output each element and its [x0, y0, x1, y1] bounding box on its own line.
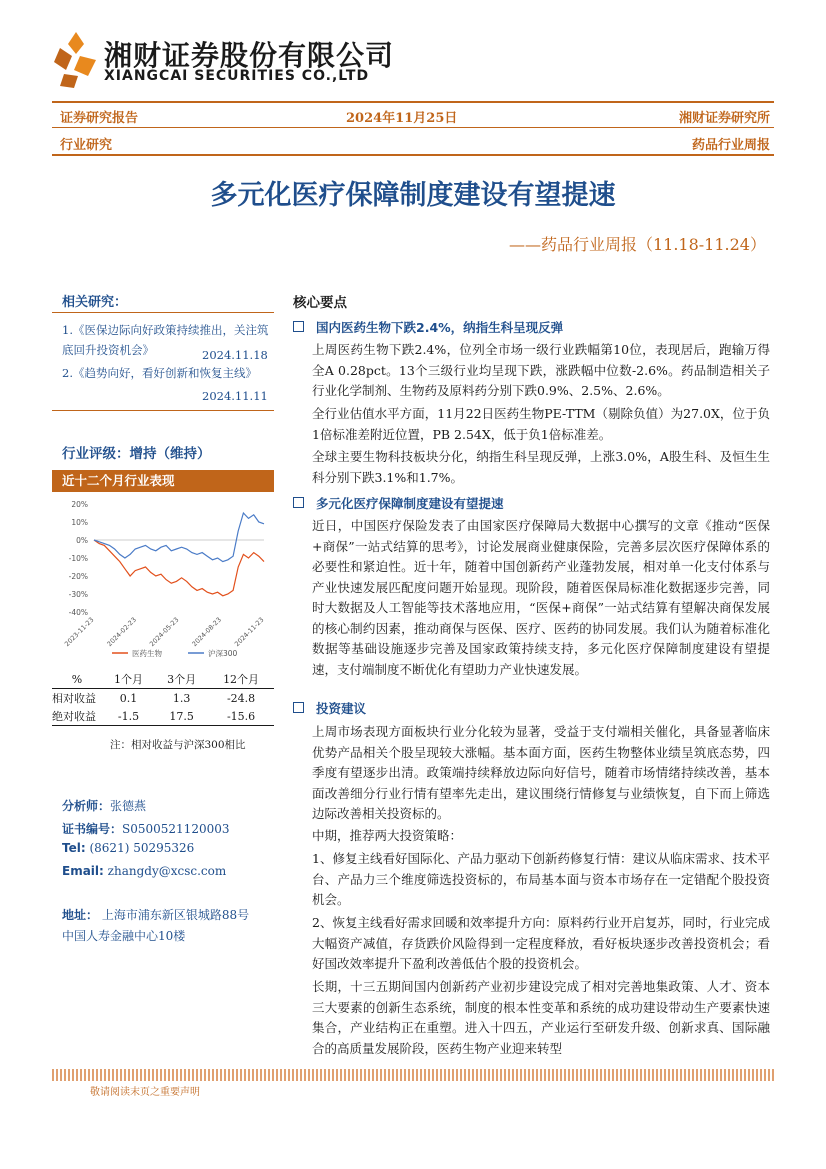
- table-header-cell: 3个月: [167, 673, 197, 686]
- certificate-number: S0500521120003: [122, 822, 230, 836]
- certificate-label: 证书编号：: [62, 822, 123, 836]
- table-row: [52, 689, 274, 708]
- institute-name: 湘财证券研究所: [678, 111, 770, 126]
- header-rule-mid: [52, 127, 774, 128]
- report-series: 药品行业周报: [691, 138, 770, 153]
- series-line-csi300: [94, 513, 264, 562]
- table-cell: -15.6: [226, 709, 256, 723]
- section-heading-market: [293, 318, 563, 336]
- paragraph: 全行业估值水平方面，11月22日医药生物PE-TTM（剔除负值）为27.0X，位于负1倍标准差附近位置，PB 2.54X，低于负1倍标准差。: [312, 406, 770, 442]
- section-heading-text: 国内医药生物下跌2.4%，纳指生科呈现反弹: [316, 320, 564, 335]
- legend-label: 沪深300: [208, 649, 238, 658]
- row-label: 绝对收益: [52, 710, 96, 723]
- report-category: 行业研究: [60, 138, 113, 153]
- x-tick-label: 2024-11-23: [233, 615, 266, 649]
- address-label: 地址：: [62, 908, 99, 922]
- related-item-title[interactable]: 2.《趋势向好，看好创新和恢复主线》: [62, 366, 257, 380]
- company-name-en: XIANGCAI SECURITIES CO.,LTD: [104, 68, 370, 84]
- analyst-label: 分析师：: [62, 799, 111, 813]
- x-tick-label: 2024-05-23: [148, 615, 181, 649]
- paragraph: 中期，推荐两大投资策略：: [312, 828, 463, 843]
- performance-heading: 近十二个月行业表现: [52, 470, 274, 492]
- tel-number: (8621) 50295326: [89, 841, 195, 855]
- table-header-cell: 1个月: [114, 673, 144, 686]
- related-item-date: 2024.11.11: [202, 389, 268, 403]
- email-label: Email:: [62, 864, 104, 878]
- x-tick-label: 2023-11-23: [63, 615, 96, 649]
- y-tick-label: -10%: [68, 554, 88, 563]
- email-address[interactable]: zhangdy@xcsc.com: [107, 864, 227, 878]
- related-item-2[interactable]: [62, 363, 274, 383]
- table-cell: -24.8: [226, 691, 256, 705]
- address-line-2: 中国人寿金融中心10楼: [62, 929, 186, 943]
- y-tick-label: -40%: [68, 608, 88, 617]
- checkbox-bullet-icon: [293, 702, 304, 713]
- related-research-heading: 相关研究：: [62, 295, 128, 310]
- y-tick-label: -30%: [68, 590, 88, 599]
- footer-disclaimer[interactable]: 敬请阅读末页之重要声明: [90, 1087, 200, 1098]
- telephone: [62, 841, 194, 855]
- paragraph: 长期，十三五期间国内创新药产业初步建设完成了相对完善地集政策、人才、资本三大要素的创新生态系统，制度的根本性变革和系统的成功建设带动生产要素快速集合，产业结构正在重塑。进入十四五，产业运行至研发升级、创新求真、国际融合的高质量发展阶段，医药生物产业迎来转型: [312, 979, 770, 1056]
- header-rule-top: [52, 101, 774, 103]
- table-row: [52, 707, 274, 726]
- x-tick-label: 2024-02-23: [105, 615, 138, 649]
- related-item-title[interactable]: 1.《医保边际向好政策持续推出，关注筑底回升投资机会》: [62, 323, 269, 357]
- table-header-row: [52, 670, 274, 689]
- section-heading-text: 投资建议: [316, 701, 367, 716]
- tel-label: Tel:: [62, 841, 86, 855]
- paragraph: 1、修复主线看好国际化、产品力驱动下创新药修复行情：建议从临床需求、技术平台、产品力三个维度筛选投资标的，布局基本面与资本市场存在一定错配个股投资机会。: [312, 851, 770, 907]
- table-note: 注：相对收益与沪深300相比: [110, 739, 246, 751]
- address: [62, 906, 249, 923]
- address-line-1: 上海市浦东新区银城路88号: [101, 908, 250, 922]
- section-heading-policy: [293, 494, 504, 512]
- paragraph: 2、恢复主线看好需求回暖和效率提升方向：原料药行业开启复苏，同时，行业完成大幅资产减值，存货跌价风险得到一定程度释放，看好板块逐步改善投资机会；看好国改效率提升下盈利改善低估个股的投资机会。: [312, 915, 770, 971]
- core-points-heading: 核心要点: [293, 295, 347, 311]
- y-tick-label: 0%: [76, 536, 88, 545]
- analyst-name: 张德燕: [110, 799, 147, 813]
- paragraph: 全球主要生物科技板块分化，纳指生科呈现反弹，上涨3.0%，A股生科、及恒生生科分别下跌3.1%和1.7%。: [312, 449, 770, 485]
- related-rule-bottom: [52, 410, 274, 411]
- table-cell: 1.3: [172, 691, 191, 705]
- paragraph: 上周医药生物下跌2.4%，位列全市场一级行业跌幅第10位，表现居后，跑输万得全A 0.28pct。13个三级行业均呈现下跌，涨跌幅中位数-2.6%。药品制造相关子行业化学制剂、生物药及原料药分别下跌0.9%、2.5%、2.6%。: [312, 342, 770, 398]
- table-cell: -1.5: [117, 709, 140, 723]
- legend-label: 医药生物: [132, 649, 162, 658]
- checkbox-bullet-icon: [293, 497, 304, 508]
- related-item-date: 2024.11.18: [202, 348, 268, 362]
- related-rule: [52, 312, 274, 313]
- section-heading-text: 多元化医疗保障制度建设有望提速: [316, 496, 504, 511]
- table-cell: 0.1: [119, 691, 138, 705]
- x-tick-label: 2024-08-23: [190, 615, 223, 649]
- email: [62, 864, 226, 878]
- report-type: 证券研究报告: [60, 111, 139, 126]
- paragraph: 近日，中国医疗保险发表了由国家医疗保障局大数据中心撰写的文章《推动“医保+商保”一站式结算的思考》，讨论发展商业健康保险，完善多层次医疗保障体系的必要性和紧迫性。近十年，随着中国创新药产业蓬勃发展，相对单一化支付体系与产业快速发展匹配度问题开始显现。现阶段，随着医保局标准化数据逐步完善，同时大数据及人工智能等技术落地应用，“医保+商保”一站式结算有望解决商保发展的核心制约因素，推动商保与医保、医疗、医药的协同发展。我们认为随着标准化数据等基础设施逐步完善及国家政策持续支持，多元化医疗保障制度建设有望提速，支付端制度不断优化有望助力产业快速发展。: [312, 518, 770, 677]
- row-label: 相对收益: [52, 692, 96, 705]
- y-tick-label: 10%: [71, 518, 88, 527]
- report-title: 多元化医疗保障制度建设有望提速: [210, 180, 616, 211]
- table-header-cell: 12个月: [223, 673, 260, 686]
- footer-band: [52, 1069, 774, 1081]
- industry-rating: 行业评级：增持（维持）: [62, 446, 211, 462]
- report-date: 2024年11月25日: [346, 111, 458, 126]
- analyst: [62, 797, 146, 814]
- report-subtitle: ——药品行业周报（11.18-11.24）: [508, 235, 766, 254]
- checkbox-bullet-icon: [293, 321, 304, 332]
- performance-table: [52, 670, 274, 726]
- certificate: [62, 820, 230, 837]
- table-cell: 17.5: [169, 709, 194, 723]
- industry-performance-chart: [52, 494, 274, 662]
- section-heading-investment: [293, 699, 366, 717]
- y-tick-label: -20%: [68, 572, 88, 581]
- company-logo-icon: [52, 30, 98, 90]
- table-header-cell: %: [71, 672, 83, 686]
- paragraph: 上周市场表现方面板块行业分化较为显著，受益于支付端相关催化，具备显著临床优势产品相关个股呈现较大涨幅。基本面方面，医药生物整体业绩呈筑底态势，四季度有望逐步出清。政策端持续释放边际向好信号，随着市场情绪持续改善，基本面改善细分行业行情有望率先走出，建议围绕行情修复与业绩恢复，自下而上筛选边际改善相关投资标的。: [312, 724, 770, 821]
- company-name-cn: 湘财证券股份有限公司: [104, 39, 395, 72]
- y-tick-label: 20%: [71, 500, 88, 509]
- header-rule-bottom: [52, 154, 774, 156]
